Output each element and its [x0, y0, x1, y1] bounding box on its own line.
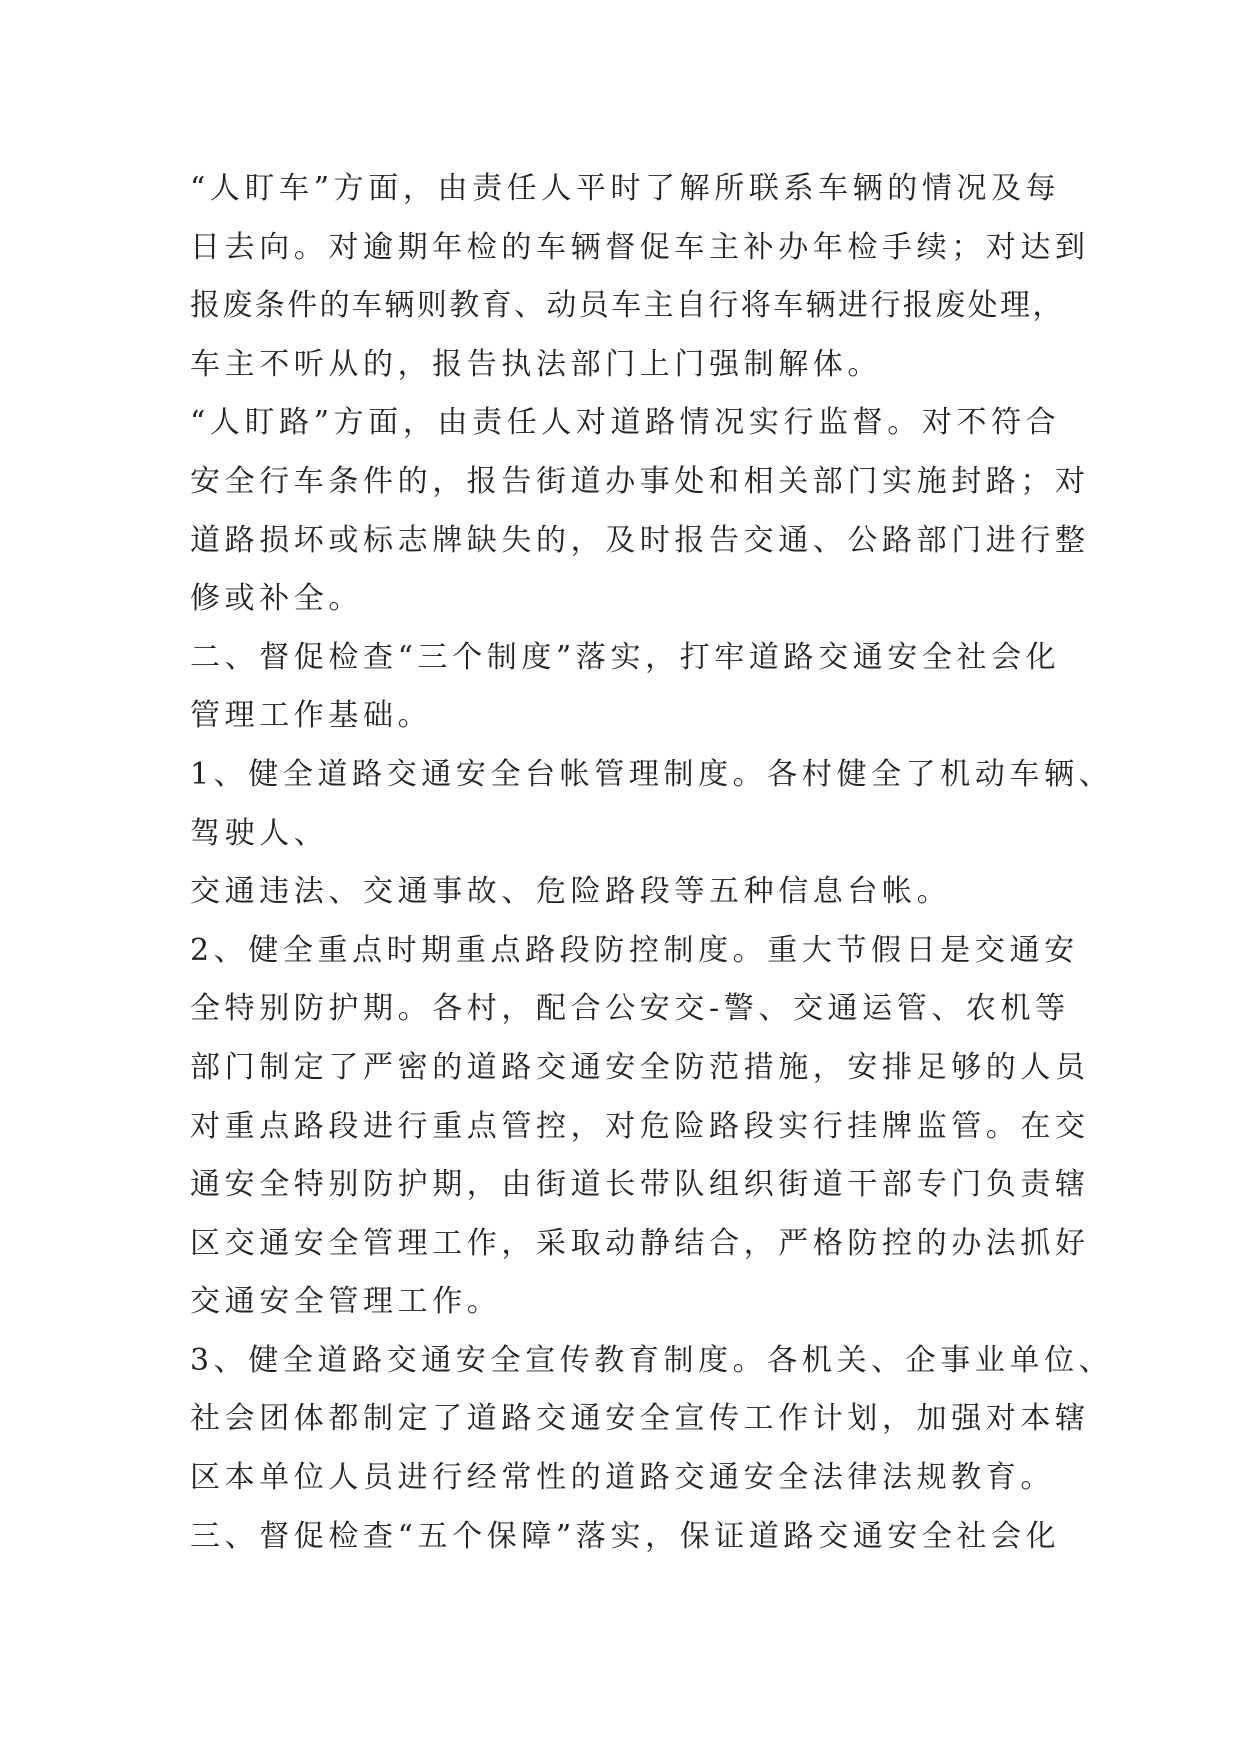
- text-line: 对重点路段进行重点管控，对危险路段实行挂牌监管。在交: [190, 1108, 1090, 1144]
- text-line: 区交通安全管理工作，采取动静结合，严格防控的办法抓好: [190, 1225, 1090, 1261]
- text-line: 驾驶人、: [190, 815, 329, 851]
- text-line: 交通违法、交通事故、危险路段等五种信息台帐。: [190, 874, 952, 910]
- text-line: 通安全特别防护期，由街道长带队组织街道干部专门负责辖: [190, 1167, 1090, 1203]
- text-line: 部门制定了严密的道路交通安全防范措施，安排足够的人员: [190, 1049, 1090, 1085]
- numbered-item: 3、健全道路交通安全宣传教育制度。各机关、企事业单位、: [190, 1342, 1114, 1378]
- numbered-item: 1、健全道路交通安全台帐管理制度。各村健全了机动车辆、: [190, 756, 1114, 792]
- text-line: 交通安全管理工作。: [190, 1284, 502, 1320]
- section-heading: 管理工作基础。: [190, 698, 433, 734]
- text-line: 修或补全。: [190, 581, 363, 617]
- text-line: 道路损坏或标志牌缺失的，及时报告交通、公路部门进行整: [190, 522, 1090, 558]
- document-body: [190, 160, 1114, 1566]
- text-line: “人盯路”方面，由责任人对道路情况实行监督。对不符合: [190, 405, 1061, 441]
- text-line: 区本单位人员进行经常性的道路交通安全法律法规教育。: [190, 1460, 1055, 1496]
- text-line: 报废条件的车辆则教育、动员车主自行将车辆进行报废处理，: [190, 288, 1065, 324]
- text-line: 社会团体都制定了道路交通安全宣传工作计划，加强对本辖: [190, 1401, 1090, 1437]
- text-line: 全特别防护期。各村，配合公安交-警、交通运管、农机等: [190, 991, 1070, 1027]
- text-line: 车主不听从的，报告执法部门上门强制解体。: [190, 346, 882, 382]
- text-line: “人盯车”方面，由责任人平时了解所联系车辆的情况及每: [190, 171, 1061, 206]
- text-line: 安全行车条件的，报告街道办事处和相关部门实施封路；对: [190, 463, 1090, 499]
- text-line: 日去向。对逾期年检的车辆督促车主补办年检手续；对达到: [190, 229, 1090, 265]
- numbered-item: 2、健全重点时期重点路段防控制度。重大节假日是交通安: [190, 932, 1079, 968]
- section-heading: 二、督促检查“三个制度”落实，打牢道路交通安全社会化: [190, 639, 1061, 675]
- section-heading: 三、督促检查“五个保障”落实，保证道路交通安全社会化: [190, 1518, 1061, 1554]
